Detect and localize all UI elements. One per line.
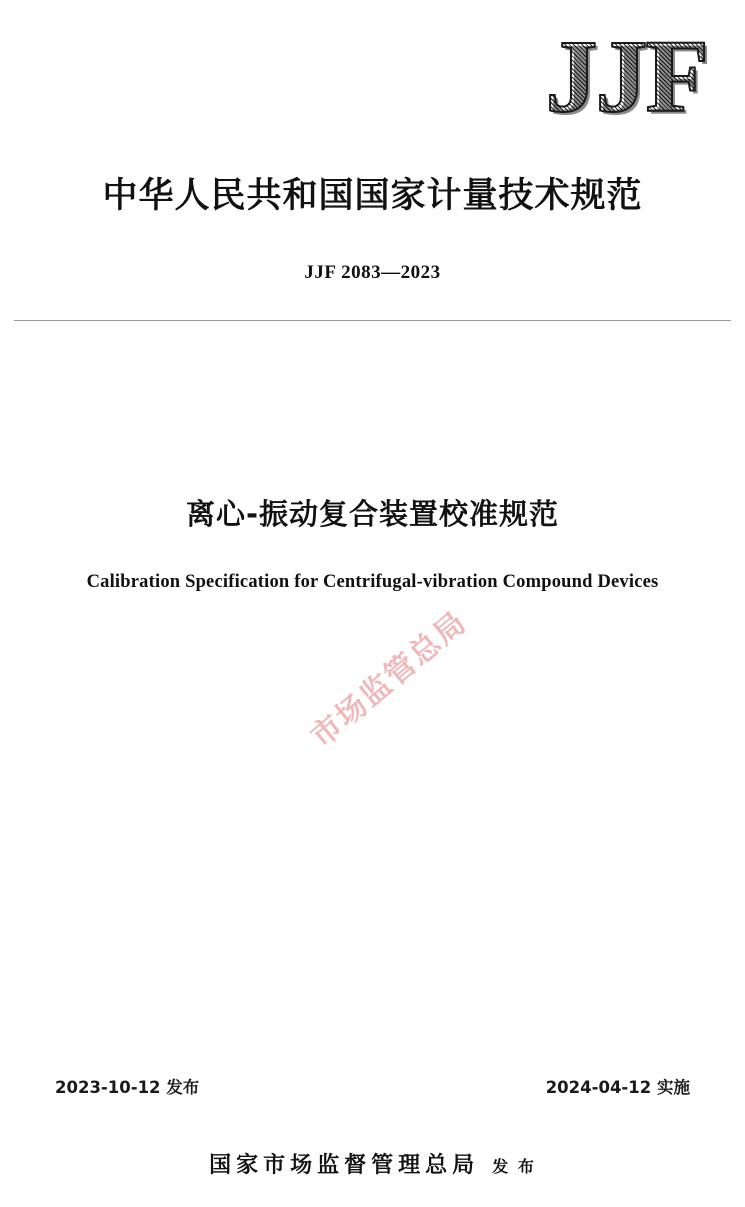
document-title-chinese: 离心-振动复合装置校准规范 [185,497,560,531]
watermark-text: 市场监管总局 [304,604,475,755]
divider-top [14,320,731,321]
date-row [55,1074,690,1098]
issue-date: 2023-10-12 发布 [55,1078,200,1097]
page-title: 中华人民共和国国家计量技术规范 [102,176,643,216]
issuer-name: 国家市场监督管理总局 [209,1153,480,1178]
effective-date: 2024-04-12 实施 [545,1078,690,1097]
issuer-verb: 发 布 [492,1157,536,1176]
issuer-row [0,1148,745,1179]
jjf-logo-text: JJF [545,19,707,134]
jjf-logo [545,19,707,138]
standard-number: JJF 2083—2023 [304,262,441,283]
document-title-english: Calibration Specification for Centrifugal-vibration Compound Devices [86,572,659,592]
